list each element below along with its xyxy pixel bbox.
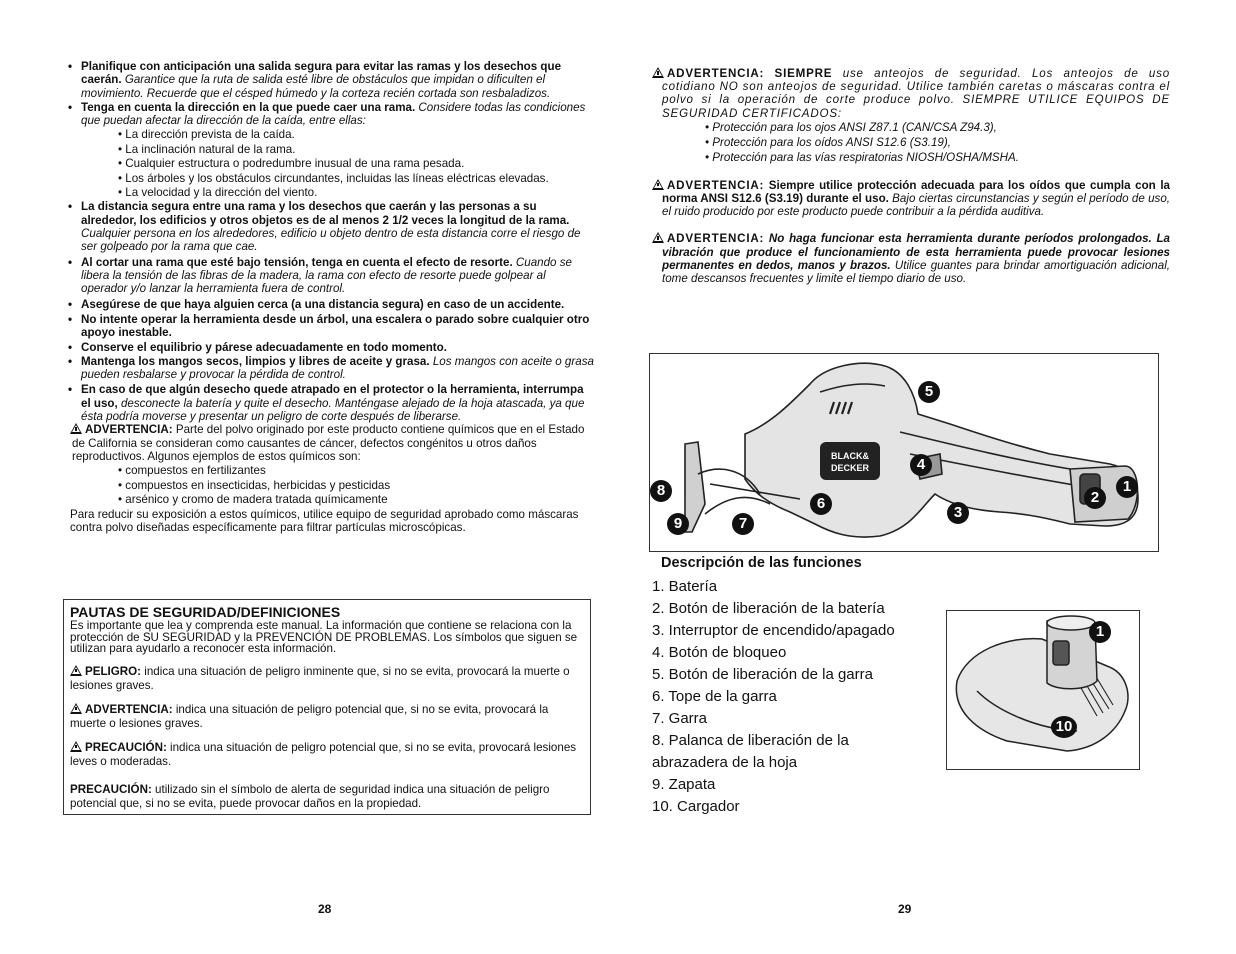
sub-list-item: • La dirección prevista de la caída. [62,128,594,143]
box-intro: Es importante que lea y comprenda este manual. La información que contiene se relaciona con la protección de SU SEGURIDAD y la PREVENCIÓN DE PROBLEMAS. Los símbolos que siguen se utilizan para ayudarlo a reconocer esta información. [70,619,578,656]
feature-item: 8. Palanca de liberación de la [652,732,849,749]
warning-icon [652,179,664,190]
brand-logo: BLACK& [831,451,869,461]
feature-item: 10. Cargador [652,798,740,815]
feature-item: 9. Zapata [652,776,716,793]
feature-item: 1. Batería [652,578,718,595]
reciprocating-saw-illustration [650,354,1158,551]
chemical-item: • compuestos en fertilizantes [62,464,594,479]
chemical-item: • compuestos en insecticidas, herbicidas y pesticidas [62,479,594,494]
left-page [62,60,594,534]
callout-8: 8 [650,480,672,502]
chemical-item: • arsénico y cromo de madera tratada químicamente [62,493,594,508]
protection-item: • Protección para las vías respiratorias NIOSH/OSHA/MSHA. [705,150,1019,164]
right-page [650,67,1170,285]
list-item: • En caso de que algún desecho quede atrapado en el protector o la herramienta, interrumpa el uso, desconecte la batería y quite el desecho. Manténgase alejado de la hoja atascada, ya que ésta podría moverse y presentar un peligro de corte después de liberarse. [62,383,594,423]
exposure-text: Para reducir su exposición a estos químicos, utilice equipo de seguridad aprobado como máscaras contra polvo diseñadas específicamente para filtrar partículas microscópicas. [70,507,579,534]
list-item: • No intente operar la herramienta desde un árbol, una escalera o parado sobre cualquier otro apoyo inestable. [62,313,594,340]
callout-7: 7 [732,513,754,535]
sub-list-item: • La velocidad y la dirección del viento. [62,186,594,201]
list-item: • Asegúrese de que haya alguien cerca (a una distancia segura) en caso de un accidente. [62,298,594,311]
page-number-left: 28 [318,902,332,916]
protection-item: • Protección para los ojos ANSI Z87.1 (CAN/CSA Z94.3), [705,120,997,134]
warning-icon [70,665,82,676]
warning-icon [70,741,82,752]
warning-icon [652,67,664,78]
sub-list-item: • La inclinación natural de la rama. [62,143,594,158]
brand-logo: DECKER [830,463,870,473]
list-item: • La distancia segura entre una rama y los desechos que caerán y las personas a su alrededor, los edificios y otros objetos es de al menos 2 1/2 veces la longitud de la rama. Cualquier persona en los alrededores, edificio u objeto dentro de esta distancia corre el riesgo de ser golpeado por la rama que cae. [62,200,594,253]
callout-5: 5 [918,381,940,403]
warning-icon [70,423,82,434]
feature-item: 7. Garra [652,710,708,727]
feature-item: 6. Tope de la garra [652,688,777,705]
sub-list-item: • Cualquier estructura o podredumbre inusual de una rama pesada. [62,157,594,172]
callout-3: 3 [947,502,969,524]
callout-2: 2 [1084,487,1106,509]
list-item: • Planifique con anticipación una salida segura para evitar las ramas y los desechos que caerán. Garantice que la ruta de salida esté libre de obstáculos que impidan o dificulten el movimiento. Recuerde que el césped húmedo y la corteza recién cortada son resbaladizos. [62,60,594,100]
list-item: • Mantenga los mangos secos, limpios y libres de aceite y grasa. Los mangos con aceite o grasa pueden resbalarse y provocar la pérdida de control. [62,355,594,382]
box-title: PAUTAS DE SEGURIDAD/DEFINICIONES [70,604,341,620]
feature-item: 3. Interruptor de encendido/apagado [652,622,895,639]
callout-10-charger: 10 [1051,716,1077,738]
tool-diagram [649,353,1159,552]
features-list [652,576,895,818]
charger-diagram [946,610,1140,770]
warning-eyewear: ADVERTENCIA: SIEMPRE use anteojos de seguridad. Los anteojos de uso cotidiano NO son anteojos de seguridad. Utilice también caretas o máscaras contra el polvo si la operación de corte produce polvo. SIEMPRE UTILICE EQUIPOS DE SEGURIDAD CERTIFICADOS: [650,67,1170,120]
prop65-warning: ADVERTENCIA: Parte del polvo originado por este producto contiene químicos que en el Estado de California se consideran como causantes de cáncer, defectos congénitos u otros daños reproductivos. Algunos ejemplos de estos químicos son: [72,423,585,463]
features-title: Descripción de las funciones [661,555,862,571]
definition-danger: PELIGRO: indica una situación de peligro inminente que, si no se evita, provocará la muerte o lesiones graves. [70,664,570,692]
protection-item: • Protección para los oídos ANSI S12.6 (S3.19), [705,135,951,149]
callout-9: 9 [667,513,689,535]
list-item: • Conserve el equilibrio y párese adecuadamente en todo momento. [62,341,594,354]
feature-item: 4. Botón de bloqueo [652,644,787,661]
feature-item: abrazadera de la hoja [652,754,798,771]
list-item: • Tenga en cuenta la dirección en la que puede caer una rama. Considere todas las condiciones que puedan afectar la dirección de la caída, entre ellas: [62,101,594,128]
list-item: • Al cortar una rama que esté bajo tensión, tenga en cuenta el efecto de resorte. Cuando se libera la tensión de las fibras de la madera, la rama con efecto de resorte puede golpear al operador y/o lanzar la herramienta fuera de control. [62,256,594,296]
callout-6: 6 [810,493,832,515]
feature-item: 2. Botón de liberación de la batería [652,600,885,617]
definition-caution: PRECAUCIÓN: indica una situación de peligro potencial que, si no se evita, provocará lesiones leves o moderadas. [70,740,577,768]
page-number-right: 29 [898,902,912,916]
warning-icon [652,232,664,243]
callout-4: 4 [910,454,932,476]
callout-1-charger: 1 [1089,621,1111,643]
definition-warning: ADVERTENCIA: indica una situación de peligro potencial que, si no se evita, provocará la muerte o lesiones graves. [70,702,549,730]
feature-item: 5. Botón de liberación de la garra [652,666,873,683]
warning-icon [70,703,82,714]
sub-list-item: • Los árboles y los obstáculos circundantes, incluidas las líneas eléctricas elevadas. [62,172,594,185]
warning-vibration: ADVERTENCIA: No haga funcionar esta herramienta durante períodos prolongados. La vibración que produce el funcionamiento de esta herramienta puede provocar lesiones permanentes en dedos, manos y brazos. Utilice guantes para brindar amortiguación adicional, tome descansos frecuentes y limite el tiempo diario de uso. [650,232,1170,285]
definition-caution-property: PRECAUCIÓN: utilizado sin el símbolo de alerta de seguridad indica una situación de peligro potencial que, si no se evita, puede provocar daños en la propiedad. [70,782,550,810]
warning-hearing: ADVERTENCIA: Siempre utilice protección adecuada para los oídos que cumpla con la norma ANSI S12.6 (S3.19) durante el uso. Bajo ciertas circunstancias y según el período de uso, el ruido producido por este producto puede contribuir a la pérdida auditiva. [650,179,1170,219]
safety-definitions-box [63,599,591,815]
callout-1: 1 [1116,476,1138,498]
